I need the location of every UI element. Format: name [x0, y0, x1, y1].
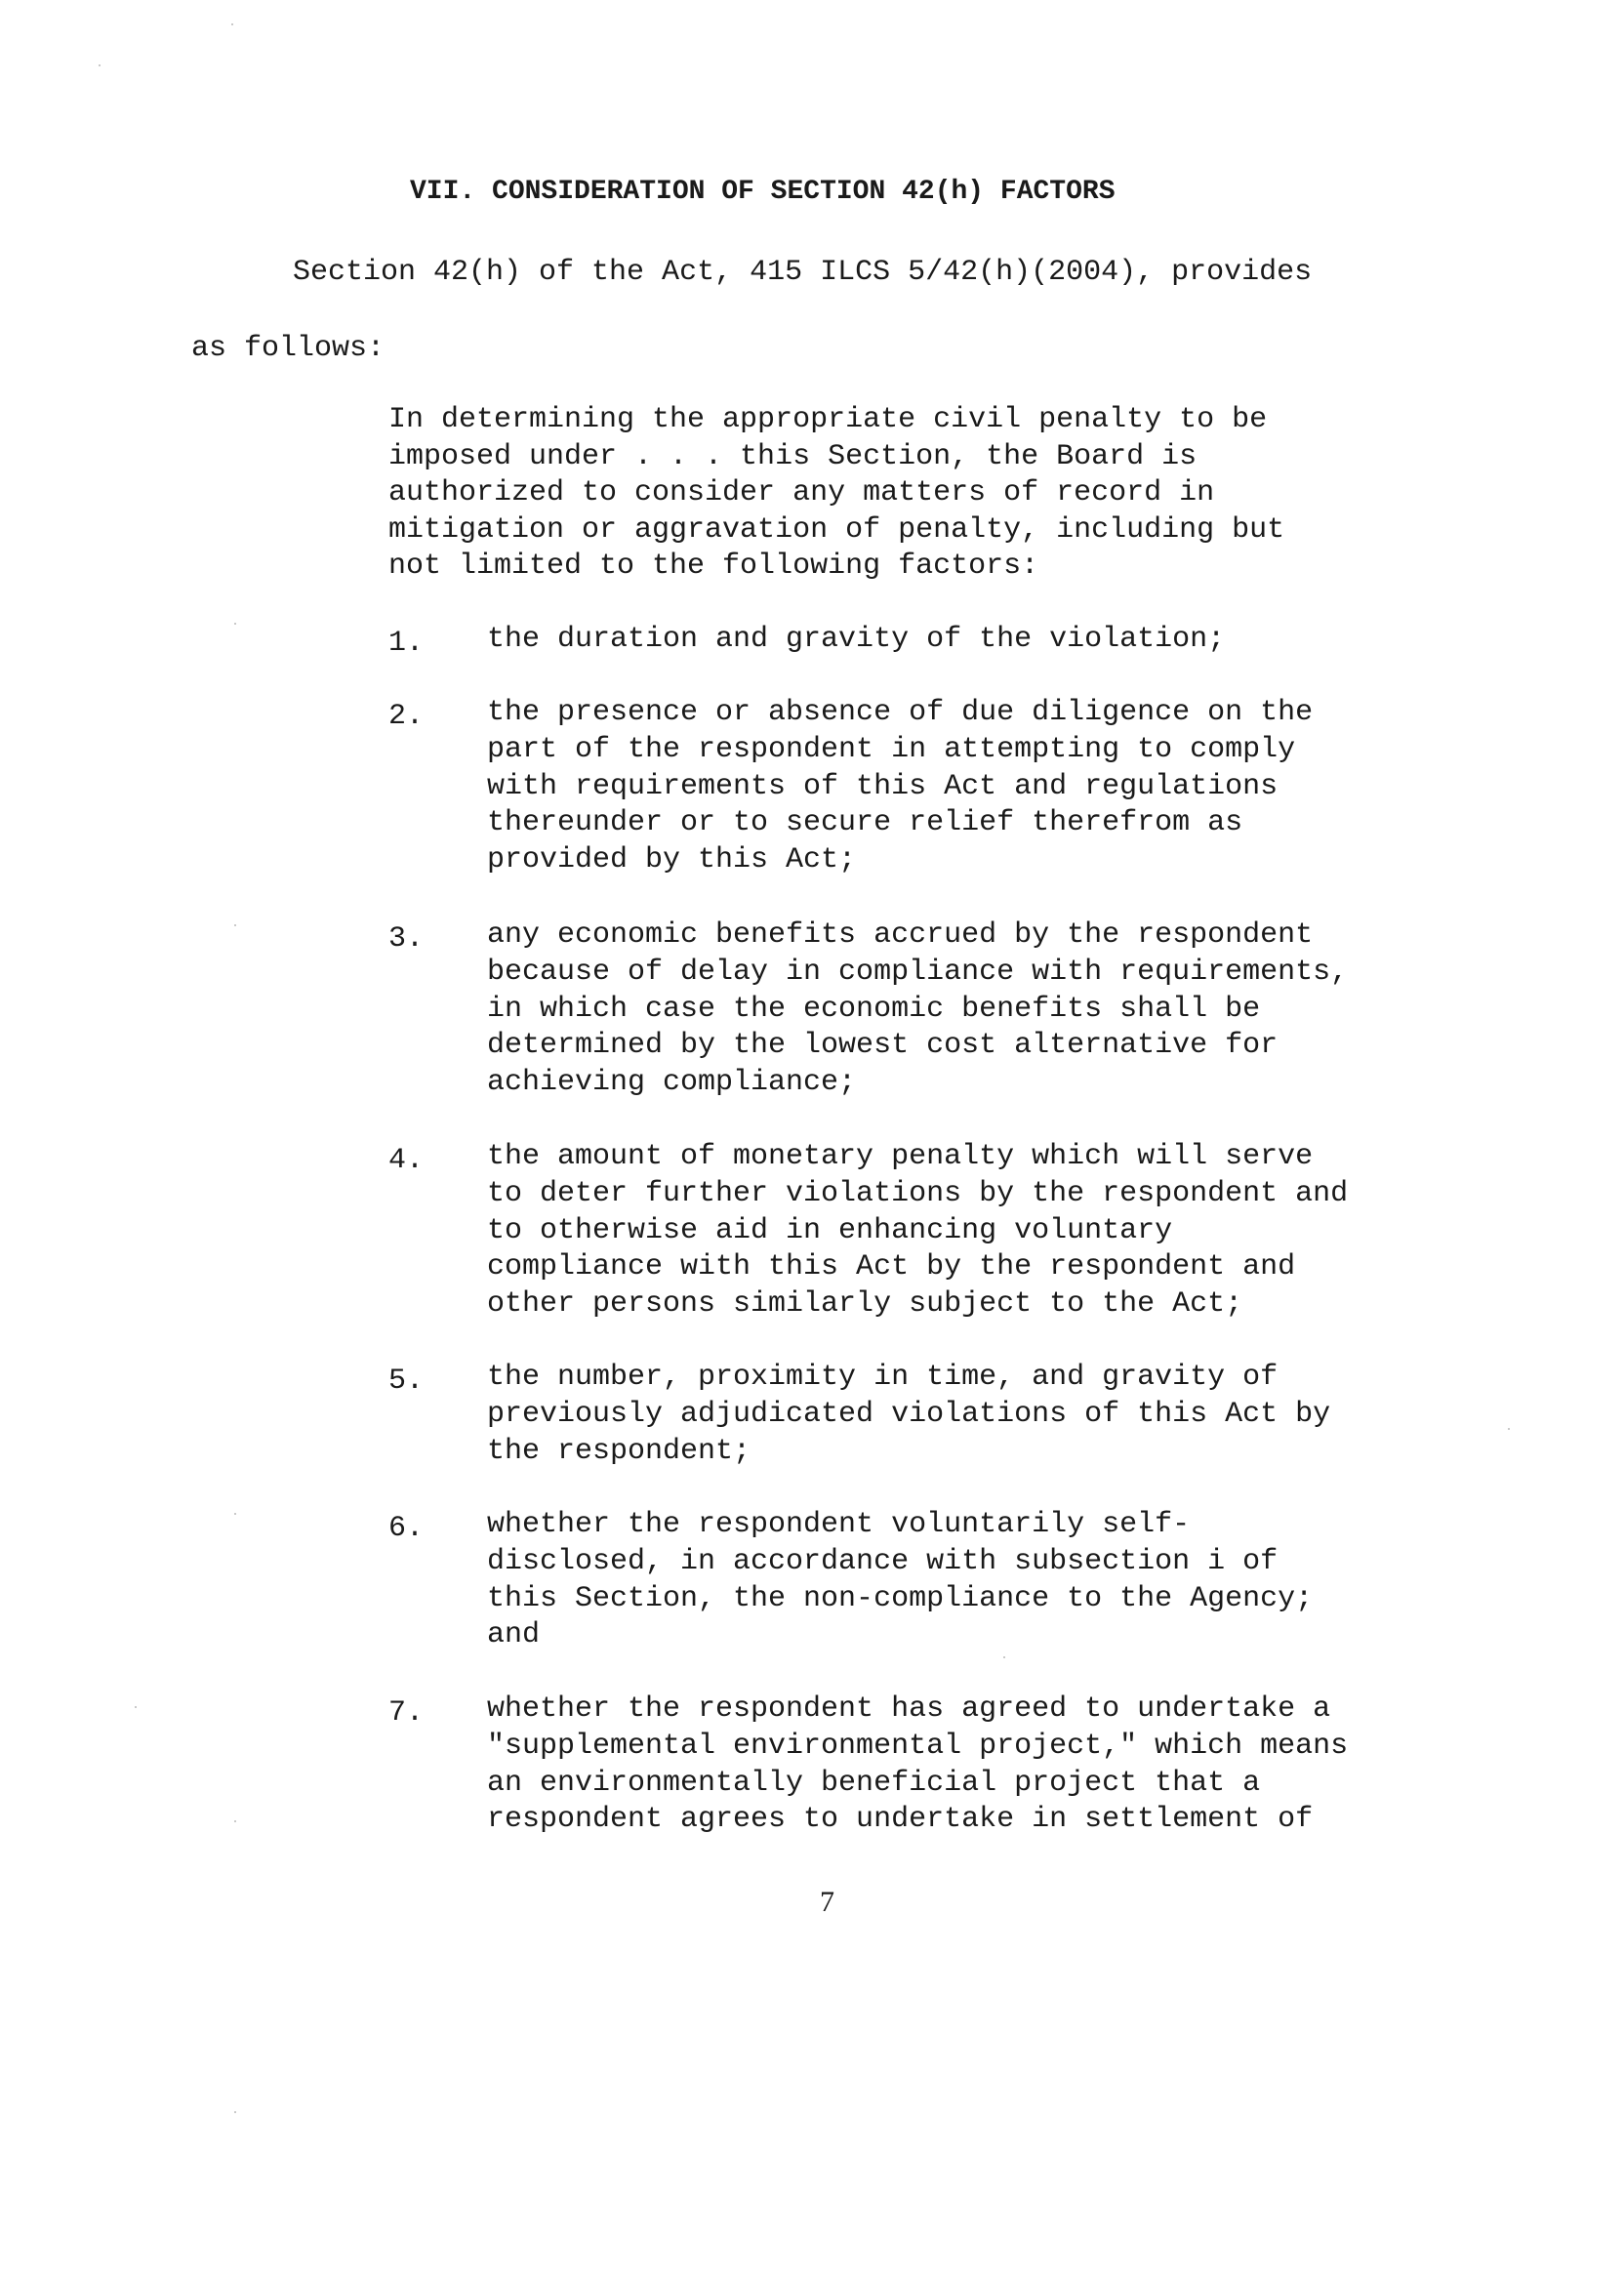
factor-number: 2.	[388, 700, 425, 733]
scan-speck	[234, 924, 236, 926]
factor-number: 5.	[388, 1365, 425, 1398]
factor-text: the duration and gravity of the violation;	[487, 623, 1226, 656]
intro-paragraph-line-2: as follows:	[191, 332, 386, 365]
scan-speck	[99, 64, 101, 66]
factor-number: 4.	[388, 1144, 425, 1177]
factor-number: 6.	[388, 1512, 425, 1545]
page-number: 7	[820, 1886, 834, 1918]
scan-speck	[135, 1706, 137, 1708]
scan-speck	[234, 623, 236, 625]
section-heading: VII. CONSIDERATION OF SECTION 42(h) FACTORS	[410, 177, 1116, 207]
factor-number: 7.	[388, 1696, 425, 1730]
factor-text: the amount of monetary penalty which will serve to deter further violations by the respondent and to otherwise aid in enhancing voluntary compliance with this Act by the respondent and other persons similarly subject to the Act;	[487, 1140, 1349, 1322]
scan-speck	[234, 1820, 236, 1822]
scan-speck	[231, 23, 233, 25]
factor-text: whether the respondent has agreed to undertake a "supplemental environmental project," which means an environmentally beneficial project that a respondent agrees to undertake in settlement of	[487, 1692, 1349, 1837]
factor-number: 1.	[388, 627, 425, 660]
factor-text: whether the respondent voluntarily self- disclosed, in accordance with subsection i of this Section, the non-compliance to the Agency; and	[487, 1508, 1314, 1652]
scan-speck	[1508, 1428, 1510, 1430]
scan-speck	[234, 2111, 236, 2113]
scan-speck	[1003, 1656, 1005, 1658]
factor-text: the presence or absence of due diligence on the part of the respondent in attempting to comply with requirements of this Act and regulations thereunder or to secure relief therefrom as provided by this Act;	[487, 696, 1314, 877]
factor-text: any economic benefits accrued by the respondent because of delay in compliance with requirements, in which case the economic benefits shall be determined by the lowest cost alternative for achieving compliance;	[487, 918, 1349, 1100]
intro-paragraph-line-1: Section 42(h) of the Act, 415 ILCS 5/42(h)(2004), provides	[293, 256, 1313, 289]
statute-quote: In determining the appropriate civil penalty to be imposed under . . . this Section, the Board is authorized to consider any matters of record in mitigation or aggravation of penalty, including but not limited to the following factors:	[388, 403, 1285, 584]
factor-number: 3.	[388, 922, 425, 956]
factor-text: the number, proximity in time, and gravity of previously adjudicated violations of this Act by the respondent;	[487, 1361, 1331, 1468]
scan-speck	[234, 1513, 236, 1515]
